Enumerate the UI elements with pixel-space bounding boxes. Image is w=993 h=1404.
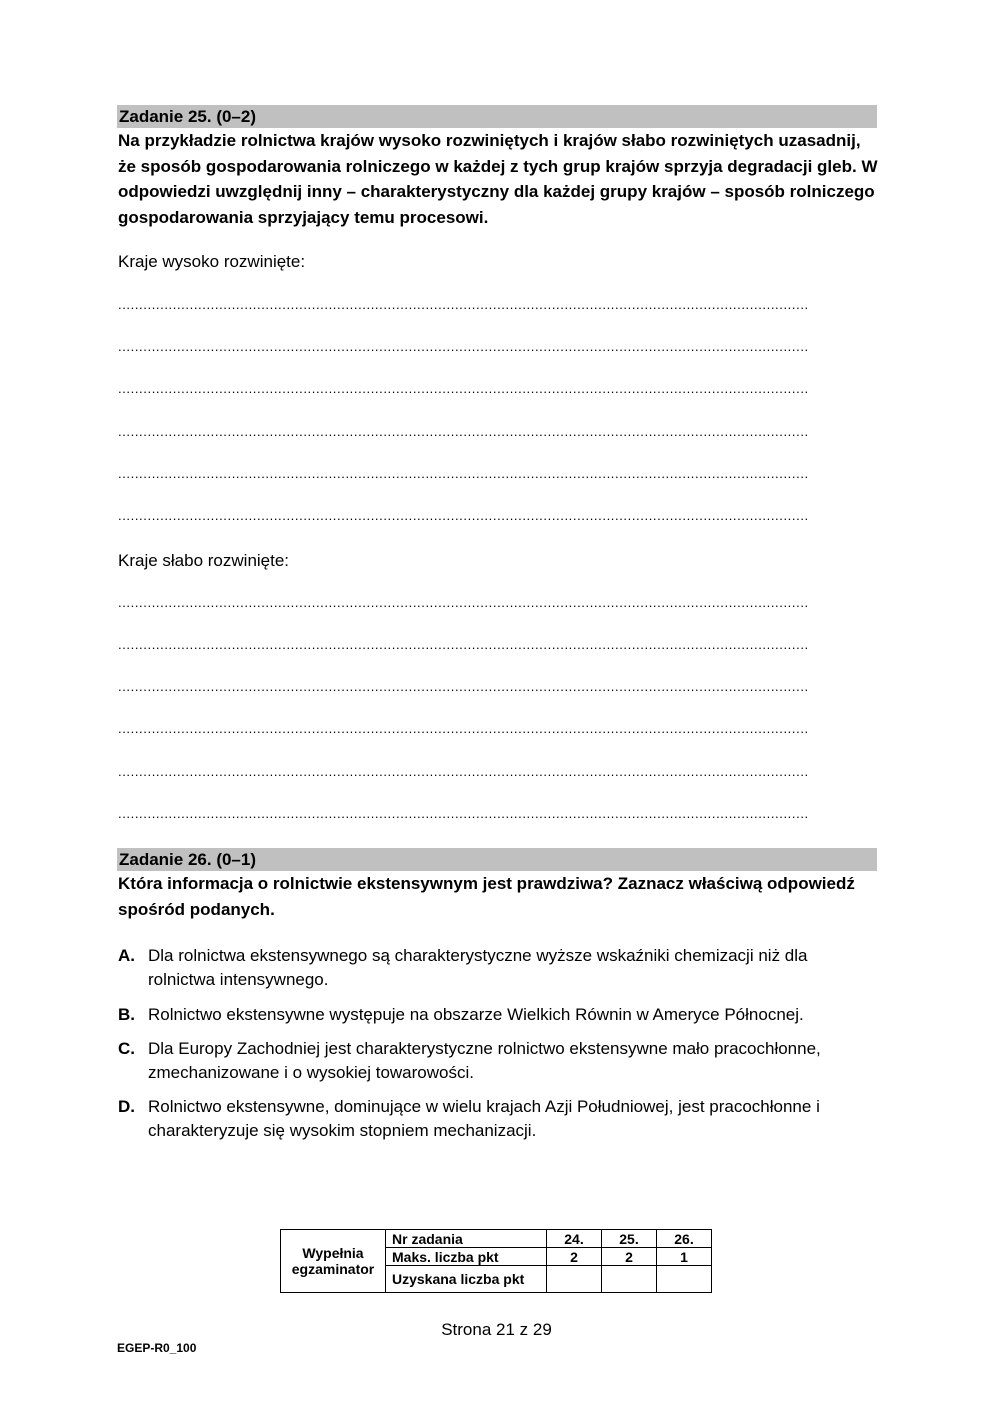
filler-label-1: Wypełnia bbox=[302, 1245, 364, 1261]
max-points-26: 1 bbox=[657, 1248, 712, 1266]
option-text: Rolnictwo ekstensywne występuje na obszarze Wielkich Równin w Ameryce Północnej. bbox=[148, 1005, 804, 1024]
task-26-header: Zadanie 26. (0–1) bbox=[117, 848, 877, 871]
answer-line-low-3[interactable]: .................................................................................................................................................................... bbox=[118, 680, 809, 694]
option-letter: D. bbox=[118, 1097, 135, 1116]
answer-line-high-3[interactable]: .................................................................................................................................................................... bbox=[118, 382, 809, 396]
label-high-developed: Kraje wysoko rozwinięte: bbox=[118, 252, 306, 271]
filler-cell bbox=[281, 1230, 386, 1293]
answer-line-high-4[interactable]: .................................................................................................................................................................... bbox=[118, 425, 809, 439]
task-number-26: 26. bbox=[657, 1230, 712, 1248]
row-task-label: Nr zadania bbox=[386, 1230, 547, 1248]
task-25-header: Zadanie 25. (0–2) bbox=[117, 105, 877, 128]
got-points-26[interactable] bbox=[657, 1266, 712, 1293]
task-number-24: 24. bbox=[547, 1230, 602, 1248]
option-letter: A. bbox=[118, 946, 135, 965]
max-points-24: 2 bbox=[547, 1248, 602, 1266]
score-table bbox=[280, 1229, 712, 1293]
row-max-label: Maks. liczba pkt bbox=[386, 1248, 547, 1266]
option-letter: C. bbox=[118, 1039, 135, 1058]
answer-line-low-6[interactable]: .................................................................................................................................................................... bbox=[118, 807, 809, 821]
max-points-25: 2 bbox=[602, 1248, 657, 1266]
row-got-label: Uzyskana liczba pkt bbox=[386, 1266, 547, 1293]
answer-line-high-5[interactable]: .................................................................................................................................................................... bbox=[118, 467, 809, 481]
page-number: Strona 21 z 29 bbox=[441, 1320, 552, 1339]
answer-line-low-4[interactable]: .................................................................................................................................................................... bbox=[118, 722, 809, 736]
task-number-25: 25. bbox=[602, 1230, 657, 1248]
answer-line-high-6[interactable]: .................................................................................................................................................................... bbox=[118, 509, 809, 523]
got-points-24[interactable] bbox=[547, 1266, 602, 1293]
exam-code: EGEP-R0_100 bbox=[117, 1341, 197, 1355]
label-low-developed: Kraje słabo rozwinięte: bbox=[118, 551, 290, 570]
option-c[interactable] bbox=[118, 1037, 878, 1085]
task-26-instruction: Która informacja o rolnictwie ekstensywnym jest prawdziwa? Zaznacz właściwą odpowiedź spośród podanych. bbox=[118, 874, 855, 919]
option-b[interactable] bbox=[118, 1003, 878, 1027]
answer-line-low-1[interactable]: .................................................................................................................................................................... bbox=[118, 596, 809, 610]
answer-line-high-1[interactable]: .................................................................................................................................................................... bbox=[118, 298, 809, 312]
answer-line-high-2[interactable]: .................................................................................................................................................................... bbox=[118, 340, 809, 354]
option-text: Dla rolnictwa ekstensywnego są charakterystyczne wyższe wskaźniki chemizacji niż dla rolnictwa intensywnego. bbox=[148, 946, 808, 989]
option-text: Dla Europy Zachodniej jest charakterystyczne rolnictwo ekstensywne mało pracochłonne, zmechanizowane i o wysokiej towarowości. bbox=[148, 1039, 821, 1082]
filler-label-2: egzaminator bbox=[291, 1261, 375, 1277]
option-a[interactable] bbox=[118, 944, 878, 992]
option-letter: B. bbox=[118, 1005, 135, 1024]
got-points-25[interactable] bbox=[602, 1266, 657, 1293]
option-d[interactable] bbox=[118, 1095, 878, 1143]
answer-line-low-2[interactable]: .................................................................................................................................................................... bbox=[118, 638, 809, 652]
answer-line-low-5[interactable]: .................................................................................................................................................................... bbox=[118, 765, 809, 779]
option-text: Rolnictwo ekstensywne, dominujące w wielu krajach Azji Południowej, jest pracochłonne i charakteryzuje się wysokim stopniem mechanizacji. bbox=[148, 1097, 820, 1140]
task-25-instruction: Na przykładzie rolnictwa krajów wysoko rozwiniętych i krajów słabo rozwiniętych uzasadnij, że sposób gospodarowania rolniczego w każdej z tych grup krajów sprzyja degradacji gleb. W odpowiedzi uwzględnij inny – charakterystyczny dla każdej grupy krajów – sposób rolniczego gospodarowania sprzyjający temu procesowi. bbox=[118, 131, 878, 227]
